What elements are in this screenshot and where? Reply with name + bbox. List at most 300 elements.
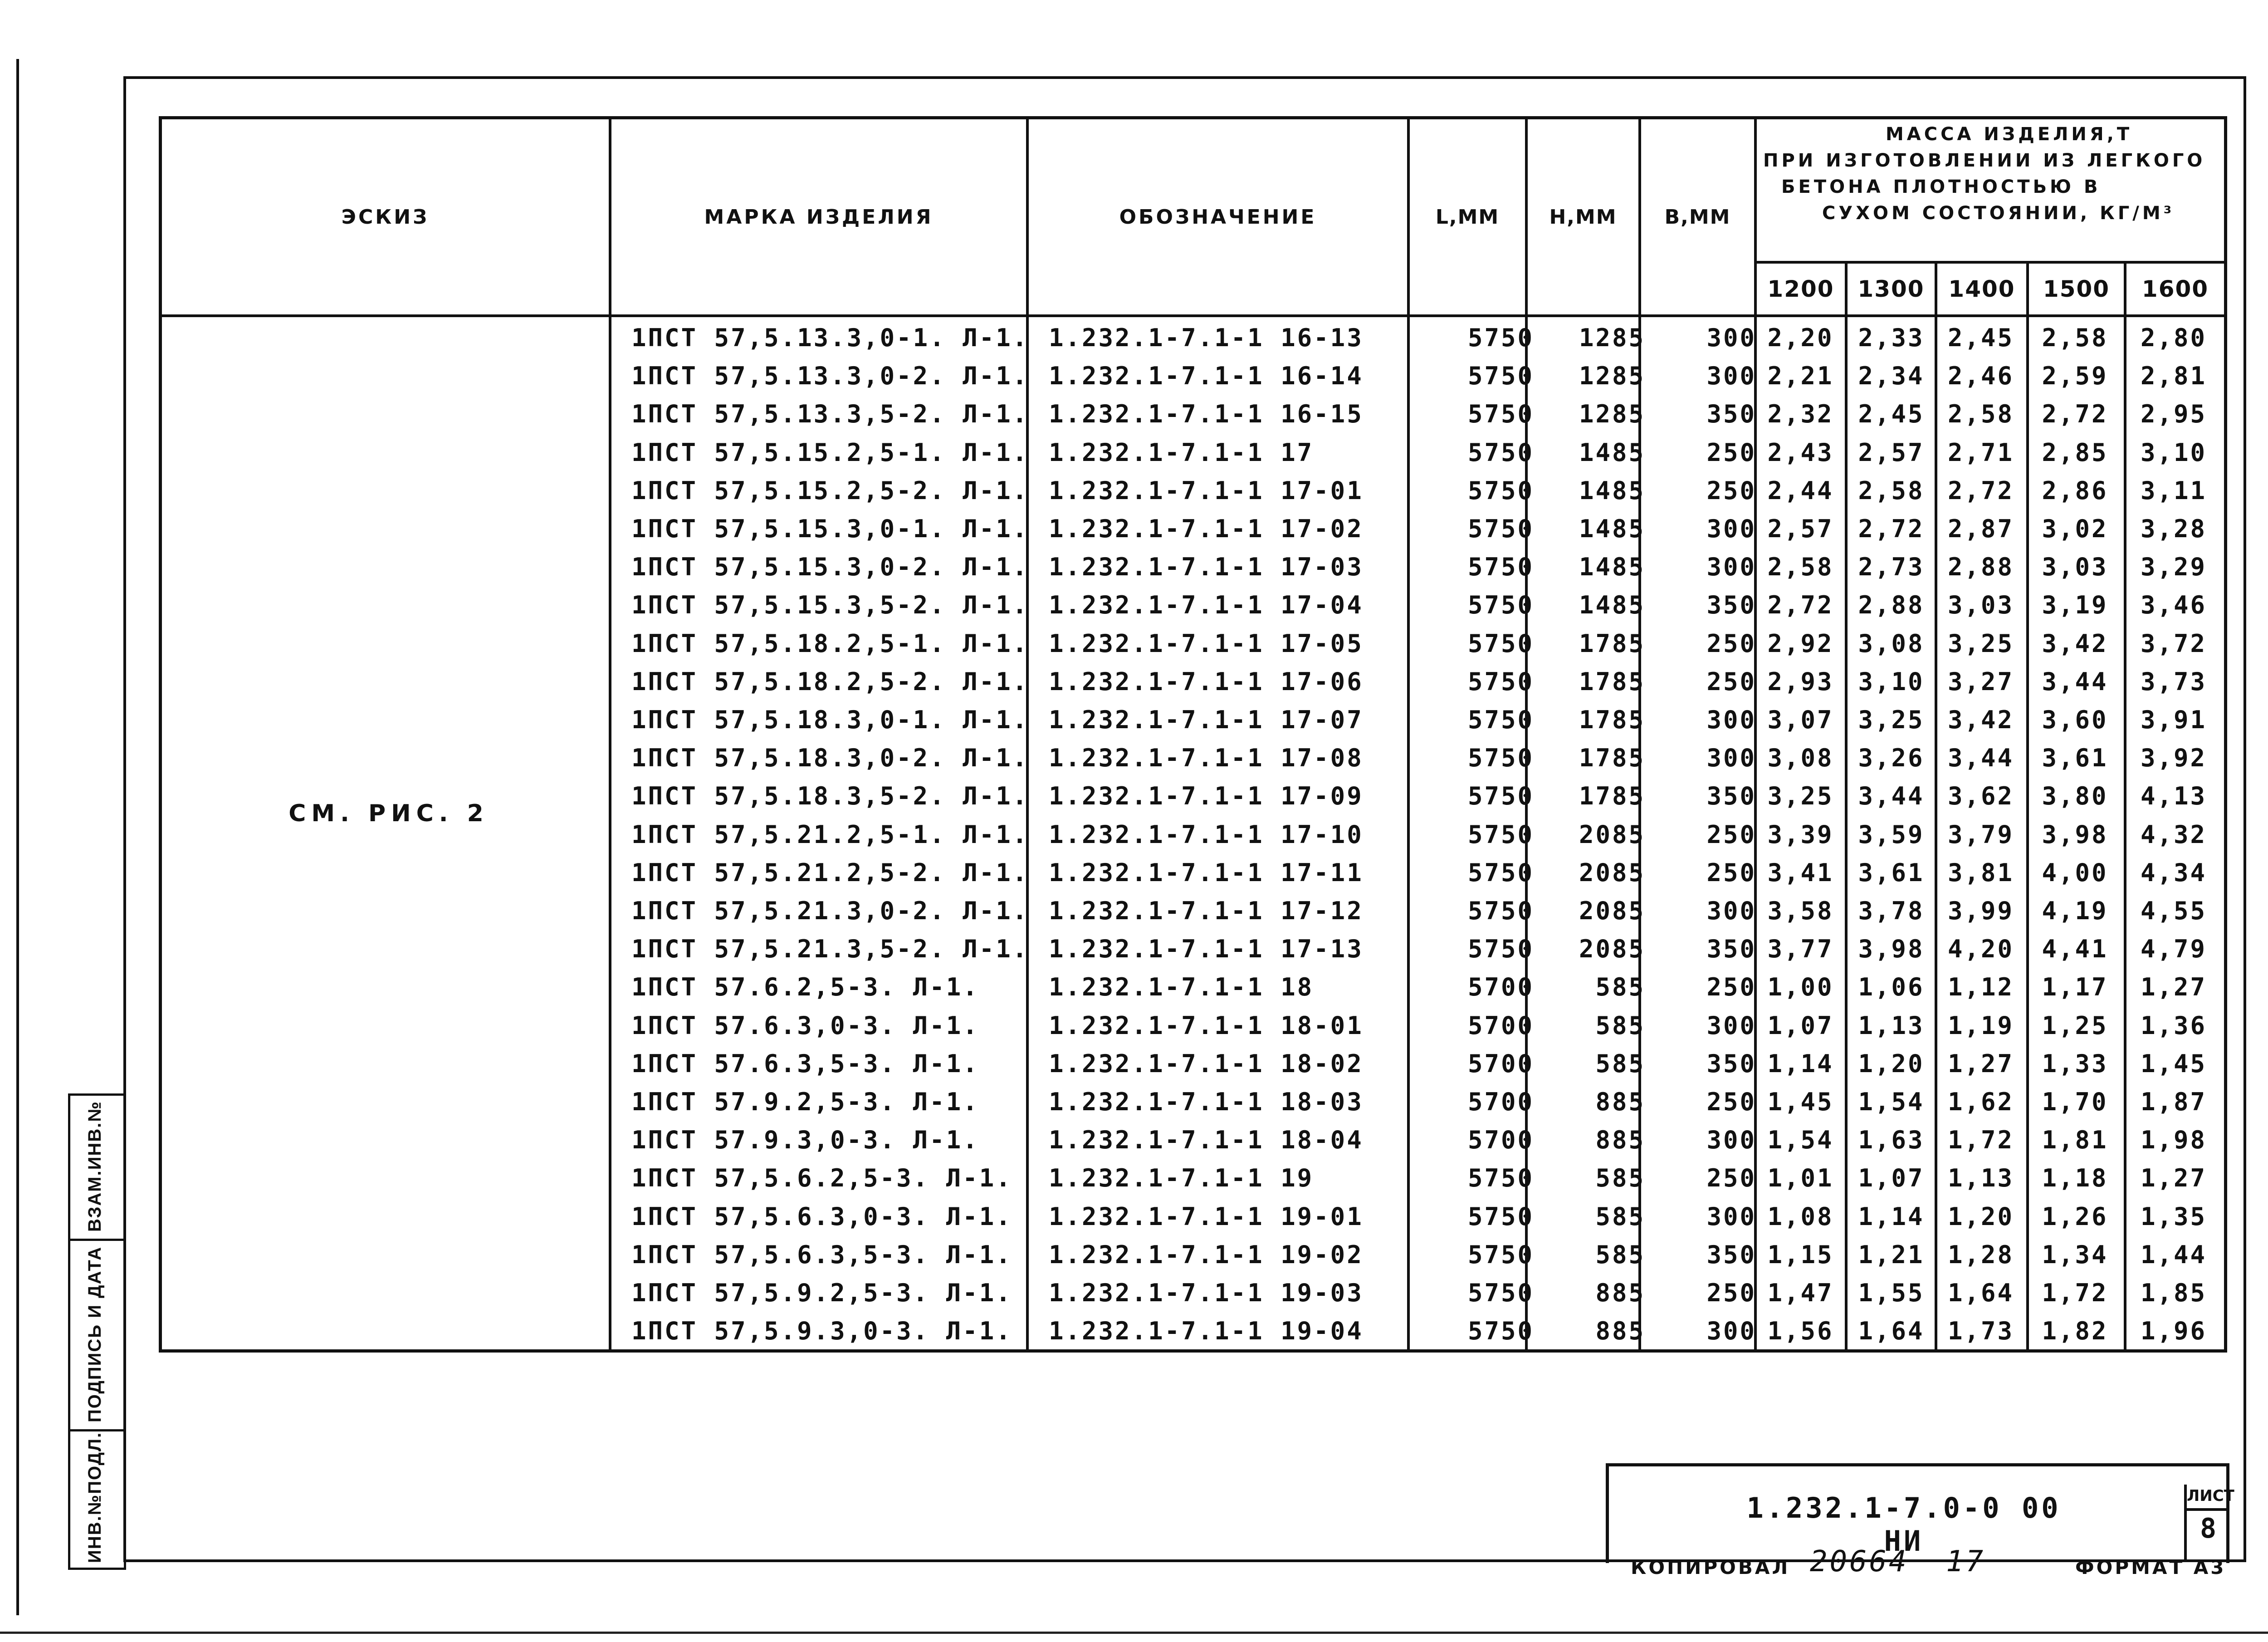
mass-cell-1300: 2,58 <box>1858 476 1925 505</box>
mass-cell-1500: 4,19 <box>2042 897 2108 925</box>
mass-cell-1400: 2,46 <box>1947 362 2014 391</box>
table-row <box>162 1274 2224 1312</box>
mass-cell-1600: 2,95 <box>2140 400 2207 429</box>
width-cell: 300 <box>1706 1202 1756 1231</box>
mass-cell-1600: 3,28 <box>2140 515 2207 543</box>
height-cell: 885 <box>1595 1088 1645 1116</box>
height-cell: 1485 <box>1579 438 1645 467</box>
mass-cell-1400: 1,64 <box>1947 1279 2014 1307</box>
header-density-1500: 1500 <box>2043 276 2110 302</box>
mark-cell: 1ПСТ 57,5.9.3,0-3. Л-1. <box>631 1317 1012 1346</box>
table-row <box>162 930 2224 968</box>
length-cell: 5750 <box>1467 323 1534 352</box>
mass-cell-1300: 3,61 <box>1858 858 1925 887</box>
mass-cell-1300: 2,33 <box>1858 323 1925 352</box>
width-cell: 350 <box>1706 782 1756 811</box>
mark-cell: 1ПСТ 57,5.21.3,0-2. Л-1. <box>631 897 1029 925</box>
mass-cell-1300: 2,34 <box>1858 362 1925 391</box>
mark-cell: 1ПСТ 57,5.9.2,5-3. Л-1. <box>631 1279 1012 1307</box>
mass-cell-1600: 2,81 <box>2140 362 2207 391</box>
mass-cell-1200: 2,32 <box>1767 400 1834 429</box>
header-designation: ОБОЗНАЧЕНИЕ <box>1119 205 1317 229</box>
width-cell: 300 <box>1706 323 1756 352</box>
mass-cell-1400: 2,45 <box>1947 323 2014 352</box>
header-mass-line-3: БЕТОНА ПЛОТНОСТЬЮ В <box>1781 176 2101 197</box>
mass-cell-1200: 2,43 <box>1767 438 1834 467</box>
length-cell: 5750 <box>1467 1279 1534 1307</box>
height-cell: 1485 <box>1579 515 1645 543</box>
footer-number-1: 20664 <box>1810 1545 1909 1578</box>
footer-number-2: 17 <box>1946 1545 1986 1578</box>
mass-cell-1400: 2,71 <box>1947 438 2014 467</box>
mass-cell-1600: 3,46 <box>2140 591 2207 620</box>
header-mark: МАРКА ИЗДЕЛИЯ <box>704 205 934 229</box>
length-cell: 5700 <box>1467 973 1534 1002</box>
width-cell: 250 <box>1706 476 1756 505</box>
sheet-label: ЛИСТ <box>2187 1485 2229 1511</box>
height-cell: 1785 <box>1579 706 1645 734</box>
designation-cell: 1.232.1-7.1-1 17-08 <box>1049 744 1364 773</box>
mass-cell-1600: 3,10 <box>2140 438 2207 467</box>
mass-cell-1200: 2,72 <box>1767 591 1834 620</box>
mass-cell-1500: 3,98 <box>2042 820 2108 849</box>
mark-cell: 1ПСТ 57,5.6.3,5-3. Л-1. <box>631 1240 1012 1269</box>
height-cell: 585 <box>1595 1011 1645 1040</box>
length-cell: 5700 <box>1467 1011 1534 1040</box>
mass-cell-1600: 1,87 <box>2140 1088 2207 1116</box>
table-row <box>162 1007 2224 1045</box>
mark-cell: 1ПСТ 57,5.18.2,5-1. Л-1. <box>631 629 1029 658</box>
mass-cell-1300: 1,14 <box>1858 1202 1925 1231</box>
length-cell: 5750 <box>1467 362 1534 391</box>
mass-cell-1200: 1,14 <box>1767 1049 1834 1078</box>
width-cell: 350 <box>1706 1240 1756 1269</box>
footer-format-label: ФОРМАТ А3 <box>2075 1556 2226 1578</box>
width-cell: 250 <box>1706 1088 1756 1116</box>
table-row <box>162 510 2224 548</box>
mass-cell-1300: 1,64 <box>1858 1317 1925 1346</box>
mass-cell-1600: 3,11 <box>2140 476 2207 505</box>
mark-cell: 1ПСТ 57.6.2,5-3. Л-1. <box>631 973 979 1002</box>
mass-cell-1200: 3,39 <box>1767 820 1834 849</box>
mass-cell-1500: 2,59 <box>2042 362 2108 391</box>
width-cell: 300 <box>1706 706 1756 734</box>
mass-cell-1500: 2,58 <box>2042 323 2108 352</box>
height-cell: 885 <box>1595 1279 1645 1307</box>
designation-cell: 1.232.1-7.1-1 19-02 <box>1049 1240 1364 1269</box>
mark-cell: 1ПСТ 57,5.13.3,5-2. Л-1. <box>631 400 1029 429</box>
width-cell: 250 <box>1706 973 1756 1002</box>
mass-cell-1200: 2,93 <box>1767 667 1834 696</box>
height-cell: 1785 <box>1579 667 1645 696</box>
mass-cell-1300: 1,54 <box>1858 1088 1925 1116</box>
designation-cell: 1.232.1-7.1-1 16-13 <box>1049 323 1364 352</box>
table-row <box>162 854 2224 892</box>
table-row <box>162 663 2224 701</box>
height-cell: 1285 <box>1579 323 1645 352</box>
mass-cell-1500: 1,70 <box>2042 1088 2108 1116</box>
designation-cell: 1.232.1-7.1-1 19-01 <box>1049 1202 1364 1231</box>
height-cell: 1285 <box>1579 362 1645 391</box>
length-cell: 5750 <box>1467 476 1534 505</box>
height-cell: 885 <box>1595 1126 1645 1155</box>
length-cell: 5750 <box>1467 629 1534 658</box>
mass-cell-1200: 2,57 <box>1767 515 1834 543</box>
mass-cell-1400: 1,72 <box>1947 1126 2014 1155</box>
mass-cell-1300: 1,06 <box>1858 973 1925 1002</box>
sketch-reference: СМ. РИС. 2 <box>288 800 489 827</box>
mass-cell-1300: 3,59 <box>1858 820 1925 849</box>
width-cell: 350 <box>1706 591 1756 620</box>
mark-cell: 1ПСТ 57.6.3,0-3. Л-1. <box>631 1011 979 1040</box>
mass-cell-1500: 1,34 <box>2042 1240 2108 1269</box>
table-row <box>162 319 2224 357</box>
width-cell: 350 <box>1706 935 1756 964</box>
mass-cell-1600: 1,36 <box>2140 1011 2207 1040</box>
mass-cell-1200: 2,92 <box>1767 629 1834 658</box>
mass-cell-1200: 1,08 <box>1767 1202 1834 1231</box>
height-cell: 1785 <box>1579 744 1645 773</box>
mass-cell-1200: 3,25 <box>1767 782 1834 811</box>
length-cell: 5750 <box>1467 553 1534 582</box>
mark-cell: 1ПСТ 57.6.3,5-3. Л-1. <box>631 1049 979 1078</box>
mass-cell-1200: 1,01 <box>1767 1164 1834 1193</box>
mass-cell-1300: 1,13 <box>1858 1011 1925 1040</box>
header-density-1600: 1600 <box>2141 276 2209 302</box>
table-row <box>162 777 2224 815</box>
height-cell: 1485 <box>1579 591 1645 620</box>
mass-cell-1500: 2,86 <box>2042 476 2108 505</box>
mass-cell-1500: 1,18 <box>2042 1164 2108 1193</box>
table-row <box>162 892 2224 930</box>
mass-cell-1400: 3,03 <box>1947 591 2014 620</box>
mass-cell-1600: 3,73 <box>2140 667 2207 696</box>
mass-cell-1300: 3,25 <box>1858 706 1925 734</box>
mass-cell-1500: 3,19 <box>2042 591 2108 620</box>
height-cell: 2085 <box>1579 858 1645 887</box>
mass-cell-1200: 3,07 <box>1767 706 1834 734</box>
products-table <box>159 116 2227 1353</box>
mark-cell: 1ПСТ 57,5.21.2,5-1. Л-1. <box>631 820 1029 849</box>
height-cell: 1485 <box>1579 553 1645 582</box>
height-cell: 1285 <box>1579 400 1645 429</box>
width-cell: 250 <box>1706 629 1756 658</box>
mass-cell-1200: 1,56 <box>1767 1317 1834 1346</box>
length-cell: 5750 <box>1467 1202 1534 1231</box>
width-cell: 250 <box>1706 667 1756 696</box>
mass-cell-1200: 2,21 <box>1767 362 1834 391</box>
width-cell: 250 <box>1706 820 1756 849</box>
width-cell: 300 <box>1706 362 1756 391</box>
mass-cell-1500: 1,72 <box>2042 1279 2108 1307</box>
height-cell: 1785 <box>1579 629 1645 658</box>
mass-cell-1300: 3,08 <box>1858 629 1925 658</box>
designation-cell: 1.232.1-7.1-1 17-09 <box>1049 782 1364 811</box>
mass-cell-1500: 3,42 <box>2042 629 2108 658</box>
document-code: 1.232.1-7.0-0 00 НИ <box>1746 1491 2061 1558</box>
mass-cell-1500: 1,33 <box>2042 1049 2108 1078</box>
mass-cell-1400: 2,88 <box>1947 553 2014 582</box>
designation-cell: 1.232.1-7.1-1 18 <box>1049 973 1314 1002</box>
designation-cell: 1.232.1-7.1-1 17-04 <box>1049 591 1364 620</box>
length-cell: 5750 <box>1467 515 1534 543</box>
width-cell: 350 <box>1706 1049 1756 1078</box>
table-row <box>162 816 2224 854</box>
mass-cell-1600: 2,80 <box>2140 323 2207 352</box>
mass-cell-1600: 4,32 <box>2140 820 2207 849</box>
mass-cell-1400: 3,27 <box>1947 667 2014 696</box>
header-density-1200: 1200 <box>1767 276 1834 302</box>
mass-cell-1300: 2,72 <box>1858 515 1925 543</box>
designation-cell: 1.232.1-7.1-1 17-10 <box>1049 820 1364 849</box>
mass-cell-1500: 2,85 <box>2042 438 2108 467</box>
header-mass-line-1: МАССА ИЗДЕЛИЯ,Т <box>1886 124 2133 145</box>
table-row <box>162 701 2224 739</box>
mass-cell-1300: 1,55 <box>1858 1279 1925 1307</box>
width-cell: 300 <box>1706 515 1756 543</box>
mass-cell-1600: 3,72 <box>2140 629 2207 658</box>
length-cell: 5750 <box>1467 706 1534 734</box>
mass-cell-1500: 4,00 <box>2042 858 2108 887</box>
mass-cell-1200: 1,00 <box>1767 973 1834 1002</box>
mass-cell-1600: 4,55 <box>2140 897 2207 925</box>
table-row <box>162 1236 2224 1274</box>
designation-cell: 1.232.1-7.1-1 17-07 <box>1049 706 1364 734</box>
mass-cell-1400: 1,19 <box>1947 1011 2014 1040</box>
table-row <box>162 357 2224 395</box>
mass-cell-1500: 3,44 <box>2042 667 2108 696</box>
designation-cell: 1.232.1-7.1-1 19-04 <box>1049 1317 1364 1346</box>
mark-cell: 1ПСТ 57,5.18.3,0-1. Л-1. <box>631 706 1029 734</box>
table-row <box>162 586 2224 624</box>
mass-cell-1500: 3,02 <box>2042 515 2108 543</box>
height-cell: 1785 <box>1579 782 1645 811</box>
margin-label-inventory: ИНВ.№ПОДЛ. <box>85 1431 105 1563</box>
table-row <box>162 625 2224 663</box>
table-row <box>162 548 2224 586</box>
height-cell: 885 <box>1595 1317 1645 1346</box>
mass-cell-1200: 3,58 <box>1767 897 1834 925</box>
mark-cell: 1ПСТ 57,5.21.3,5-2. Л-1. <box>631 935 1029 964</box>
margin-label-signature: ПОДПИСЬ И ДАТА <box>85 1246 105 1422</box>
mass-cell-1200: 1,47 <box>1767 1279 1834 1307</box>
table-row <box>162 472 2224 510</box>
mass-cell-1600: 3,91 <box>2140 706 2207 734</box>
mark-cell: 1ПСТ 57,5.13.3,0-1. Л-1. <box>631 323 1029 352</box>
length-cell: 5750 <box>1467 1164 1534 1193</box>
mass-cell-1600: 1,27 <box>2140 973 2207 1002</box>
mark-cell: 1ПСТ 57,5.15.3,0-2. Л-1. <box>631 553 1029 582</box>
mass-cell-1600: 4,34 <box>2140 858 2207 887</box>
mass-cell-1200: 2,58 <box>1767 553 1834 582</box>
mass-cell-1400: 1,12 <box>1947 973 2014 1002</box>
mass-cell-1300: 2,57 <box>1858 438 1925 467</box>
mark-cell: 1ПСТ 57,5.15.3,0-1. Л-1. <box>631 515 1029 543</box>
designation-cell: 1.232.1-7.1-1 17-03 <box>1049 553 1364 582</box>
length-cell: 5750 <box>1467 1240 1534 1269</box>
mass-cell-1600: 1,27 <box>2140 1164 2207 1193</box>
mass-cell-1600: 1,98 <box>2140 1126 2207 1155</box>
designation-cell: 1.232.1-7.1-1 18-03 <box>1049 1088 1364 1116</box>
mass-cell-1400: 1,13 <box>1947 1164 2014 1193</box>
mark-cell: 1ПСТ 57,5.18.3,5-2. Л-1. <box>631 782 1029 811</box>
width-cell: 250 <box>1706 1164 1756 1193</box>
mass-cell-1200: 1,45 <box>1767 1088 1834 1116</box>
mass-cell-1400: 2,72 <box>1947 476 2014 505</box>
mark-cell: 1ПСТ 57,5.15.2,5-1. Л-1. <box>631 438 1029 467</box>
mass-cell-1600: 1,35 <box>2140 1202 2207 1231</box>
length-cell: 5750 <box>1467 858 1534 887</box>
length-cell: 5750 <box>1467 667 1534 696</box>
mass-cell-1500: 1,17 <box>2042 973 2108 1002</box>
length-cell: 5750 <box>1467 782 1534 811</box>
mass-cell-1300: 3,78 <box>1858 897 1925 925</box>
designation-cell: 1.232.1-7.1-1 17-11 <box>1049 858 1364 887</box>
sheet-left-edge <box>16 59 19 1615</box>
table-row <box>162 1312 2224 1350</box>
mark-cell: 1ПСТ 57,5.18.2,5-2. Л-1. <box>631 667 1029 696</box>
footer-copied-label: КОПИРОВАЛ <box>1631 1556 1790 1578</box>
mass-cell-1400: 3,25 <box>1947 629 2014 658</box>
width-cell: 300 <box>1706 1011 1756 1040</box>
margin-cell-inventory <box>70 1431 124 1568</box>
mass-cell-1500: 1,26 <box>2042 1202 2108 1231</box>
table-row <box>162 968 2224 1006</box>
header-density-1400: 1400 <box>1948 276 2015 302</box>
mass-cell-1500: 3,80 <box>2042 782 2108 811</box>
table-row <box>162 1121 2224 1159</box>
header-b: В,ММ <box>1664 205 1731 229</box>
table-row <box>162 739 2224 777</box>
designation-cell: 1.232.1-7.1-1 17-05 <box>1049 629 1364 658</box>
mark-cell: 1ПСТ 57,5.6.2,5-3. Л-1. <box>631 1164 1012 1193</box>
mass-cell-1200: 1,07 <box>1767 1011 1834 1040</box>
length-cell: 5700 <box>1467 1049 1534 1078</box>
mass-cell-1300: 2,45 <box>1858 400 1925 429</box>
mass-cell-1300: 3,98 <box>1858 935 1925 964</box>
length-cell: 5750 <box>1467 591 1534 620</box>
mark-cell: 1ПСТ 57,5.18.3,0-2. Л-1. <box>631 744 1029 773</box>
mass-cell-1400: 1,28 <box>1947 1240 2014 1269</box>
mass-cell-1200: 3,77 <box>1767 935 1834 964</box>
header-sketch: ЭСКИЗ <box>341 205 430 229</box>
mass-cell-1600: 3,29 <box>2140 553 2207 582</box>
width-cell: 300 <box>1706 897 1756 925</box>
mark-cell: 1ПСТ 57.9.3,0-3. Л-1. <box>631 1126 979 1155</box>
mass-cell-1500: 3,61 <box>2042 744 2108 773</box>
mass-cell-1400: 3,81 <box>1947 858 2014 887</box>
mark-cell: 1ПСТ 57,5.6.3,0-3. Л-1. <box>631 1202 1012 1231</box>
title-block-stamp <box>1606 1463 2234 1563</box>
header-mass-line-2: ПРИ ИЗГОТОВЛЕНИИ ИЗ ЛЕГКОГО <box>1763 150 2206 171</box>
length-cell: 5700 <box>1467 1088 1534 1116</box>
mass-cell-1500: 1,25 <box>2042 1011 2108 1040</box>
sheet-bottom-edge <box>0 1632 2268 1634</box>
mass-cell-1400: 3,62 <box>1947 782 2014 811</box>
mass-cell-1400: 1,27 <box>1947 1049 2014 1078</box>
mass-cell-1400: 4,20 <box>1947 935 2014 964</box>
mass-cell-1500: 1,82 <box>2042 1317 2108 1346</box>
designation-cell: 1.232.1-7.1-1 17-13 <box>1049 935 1364 964</box>
width-cell: 250 <box>1706 1279 1756 1307</box>
width-cell: 300 <box>1706 744 1756 773</box>
mark-cell: 1ПСТ 57,5.21.2,5-2. Л-1. <box>631 858 1029 887</box>
height-cell: 585 <box>1595 1202 1645 1231</box>
designation-cell: 1.232.1-7.1-1 16-14 <box>1049 362 1364 391</box>
width-cell: 350 <box>1706 400 1756 429</box>
table-row <box>162 1159 2224 1197</box>
mass-cell-1400: 1,62 <box>1947 1088 2014 1116</box>
mass-cell-1500: 4,41 <box>2042 935 2108 964</box>
width-cell: 300 <box>1706 1126 1756 1155</box>
sheet-number: 8 <box>2200 1513 2217 1544</box>
designation-cell: 1.232.1-7.1-1 19 <box>1049 1164 1314 1193</box>
designation-cell: 1.232.1-7.1-1 17-01 <box>1049 476 1364 505</box>
mark-cell: 1ПСТ 57,5.13.3,0-2. Л-1. <box>631 362 1029 391</box>
length-cell: 5750 <box>1467 1317 1534 1346</box>
margin-cell-signature <box>70 1241 124 1431</box>
mass-cell-1200: 3,08 <box>1767 744 1834 773</box>
length-cell: 5750 <box>1467 897 1534 925</box>
height-cell: 2085 <box>1579 935 1645 964</box>
mass-cell-1300: 1,20 <box>1858 1049 1925 1078</box>
height-cell: 585 <box>1595 1049 1645 1078</box>
mass-cell-1600: 4,13 <box>2140 782 2207 811</box>
margin-cell-replacement <box>70 1096 124 1241</box>
mass-cell-1200: 1,54 <box>1767 1126 1834 1155</box>
mass-cell-1300: 1,63 <box>1858 1126 1925 1155</box>
table-row <box>162 434 2224 472</box>
mass-cell-1600: 1,44 <box>2140 1240 2207 1269</box>
mass-cell-1500: 3,03 <box>2042 553 2108 582</box>
mass-cell-1600: 1,85 <box>2140 1279 2207 1307</box>
header-density-1300: 1300 <box>1857 276 1925 302</box>
length-cell: 5750 <box>1467 935 1534 964</box>
sheet-number-box <box>2184 1485 2234 1562</box>
header-h: Н,ММ <box>1549 205 1617 229</box>
mass-cell-1600: 3,92 <box>2140 744 2207 773</box>
width-cell: 250 <box>1706 858 1756 887</box>
mass-cell-1600: 1,45 <box>2140 1049 2207 1078</box>
mark-cell: 1ПСТ 57,5.15.3,5-2. Л-1. <box>631 591 1029 620</box>
mass-cell-1200: 2,20 <box>1767 323 1834 352</box>
length-cell: 5750 <box>1467 438 1534 467</box>
length-cell: 5750 <box>1467 820 1534 849</box>
header-l: L,ММ <box>1435 205 1500 229</box>
mass-cell-1500: 1,81 <box>2042 1126 2108 1155</box>
designation-cell: 1.232.1-7.1-1 18-04 <box>1049 1126 1364 1155</box>
mass-cell-1400: 3,79 <box>1947 820 2014 849</box>
table-row <box>162 1198 2224 1236</box>
height-cell: 585 <box>1595 973 1645 1002</box>
height-cell: 2085 <box>1579 820 1645 849</box>
length-cell: 5750 <box>1467 744 1534 773</box>
mass-cell-1300: 3,10 <box>1858 667 1925 696</box>
width-cell: 300 <box>1706 1317 1756 1346</box>
mass-cell-1400: 1,20 <box>1947 1202 2014 1231</box>
designation-cell: 1.232.1-7.1-1 18-02 <box>1049 1049 1364 1078</box>
width-cell: 300 <box>1706 553 1756 582</box>
mass-cell-1500: 3,60 <box>2042 706 2108 734</box>
mass-cell-1300: 3,44 <box>1858 782 1925 811</box>
margin-label-replacement: ВЗАМ.ИНВ.№ <box>85 1101 105 1232</box>
mass-cell-1400: 3,99 <box>1947 897 2014 925</box>
mass-cell-1300: 1,21 <box>1858 1240 1925 1269</box>
length-cell: 5700 <box>1467 1126 1534 1155</box>
designation-cell: 1.232.1-7.1-1 18-01 <box>1049 1011 1364 1040</box>
mass-cell-1200: 2,44 <box>1767 476 1834 505</box>
mass-cell-1400: 2,87 <box>1947 515 2014 543</box>
